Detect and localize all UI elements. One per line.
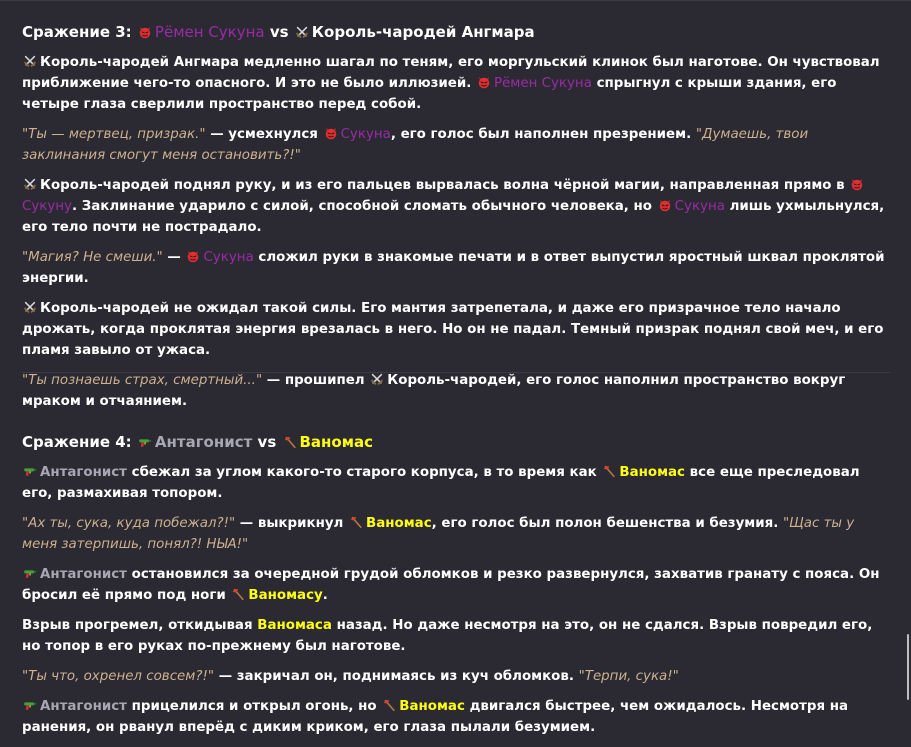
- green-gun-icon: [23, 566, 37, 580]
- quote: "Терпи, сука!": [578, 669, 679, 684]
- red-demon-face-icon: [658, 198, 672, 212]
- axe-icon: [382, 698, 396, 712]
- section-divider: [22, 372, 890, 373]
- paragraph: Король-чародей не ожидал такой силы. Его мантия затрепетала, и даже его призрачное тело начало дрожать, когда проклятая энергия врезалась в него. Но он не падал. Темный призрак поднял свой меч, и его пламя завыло от ужаса.: [22, 301, 884, 358]
- red-demon-face-icon: [138, 25, 152, 39]
- green-gun-icon: [138, 435, 152, 449]
- paragraph: "Ты познаешь страх, смертный..." — прошипел Король-чародей, его голос наполнил пространство вокруг мраком и отчаянием.: [22, 373, 846, 409]
- axe-icon: [283, 435, 297, 449]
- quote: "Ты — мертвец, призрак.": [22, 127, 206, 142]
- scrollbar[interactable]: [907, 634, 909, 700]
- axe-icon: [602, 464, 616, 478]
- crossed-swords-icon: [23, 177, 37, 191]
- axe-icon: [231, 587, 245, 601]
- paragraph: "Ты что, охренел совсем?!" — закричал он, поднимаясь из куч обломков. "Терпи, сука!": [22, 669, 679, 684]
- quote: "Ты познаешь страх, смертный...": [22, 373, 263, 388]
- red-demon-face-icon: [186, 249, 200, 263]
- quote: "Ты что, охренел совсем?!": [22, 669, 215, 684]
- paragraph: Антагонист сбежал за углом какого-то старого корпуса, в то время как Ваномас все еще преследовал его, размахивая топором.: [22, 465, 860, 501]
- paragraph: Антагонист прицелился и открыл огонь, но Ваномас двигался быстрее, чем ожидалось. Несмотря на ранения, он рванул вперёд с диким криком, его глаза пылали безумием.: [22, 699, 849, 735]
- message-body: [22, 18, 890, 747]
- green-gun-icon: [23, 464, 37, 478]
- king-name: Король-чародей Ангмара: [311, 23, 535, 41]
- paragraph: "Ты — мертвец, призрак." — усмехнулся Сукуна, его голос был наполнен презрением. "Думаешь, твои заклинания смогут меня остановить?!": [22, 127, 809, 163]
- paragraph: Антагонист остановился за очередной грудой обломков и резко развернулся, захватив гранату с пояса. Он бросил её прямо под ноги Ваномасу.: [22, 567, 880, 603]
- quote: "Магия? Не смеши.": [22, 250, 163, 265]
- red-demon-face-icon: [324, 126, 338, 140]
- green-gun-icon: [23, 698, 37, 712]
- quote: "Щас ты у меня затерпишь, понял?! НЫА!": [22, 516, 855, 552]
- top-separator: [0, 0, 911, 1]
- paragraph: "Ах ты, сука, куда побежал?!" — выкрикнул Ваномас, его голос был полон бешенства и безумия. "Щас ты у меня затерпишь, понял?! НЫА!": [22, 516, 855, 552]
- crossed-swords-icon: [370, 372, 384, 386]
- quote: "Думаешь, твои заклинания смогут меня остановить?!": [22, 127, 809, 163]
- vanomas-name: Ваномас: [299, 433, 373, 451]
- red-demon-face-icon: [477, 75, 491, 89]
- paragraph: Король-чародей Ангмара медленно шагал по теням, его моргульский клинок был наготове. Он чувствовал приближение чего-то опасного. И это не было иллюзией. Рёмен Сукуна спрыгнул с крыши здания, его четыре глаза сверлили пространство перед собой.: [22, 55, 880, 112]
- red-demon-face-icon: [850, 177, 864, 191]
- antagonist-name: Антагонист: [154, 433, 253, 451]
- paragraph: Взрыв прогремел, откидывая Ваномаса назад. Но даже несмотря на это, он не сдался. Взрыв повредил его, но топор в его руках по-прежнему был наготове.: [22, 618, 873, 654]
- quote: "Ах ты, сука, куда побежал?!": [22, 516, 236, 531]
- crossed-swords-icon: [23, 300, 37, 314]
- axe-icon: [349, 515, 363, 529]
- paragraph: Король-чародей поднял руку, и из его пальцев вырвалась волна чёрной магии, направленная прямо в Сукуну. Заклинание ударило с силой, способной сломать обычного человека, но Сукуна лишь ухмыльнулся, его тело почти не пострадало.: [22, 178, 885, 235]
- crossed-swords-icon: [23, 54, 37, 68]
- paragraph: "Магия? Не смеши." — Сукуна сложил руки в знакомые печати и в ответ выпустил яростный шквал проклятой энергии.: [22, 250, 885, 286]
- sukuna-name: Рёмен Сукуна: [154, 23, 265, 41]
- battle-3-heading: Сражение 3: Рёмен Сукуна vs Король-чародей Ангмара: [22, 23, 535, 41]
- crossed-swords-icon: [295, 25, 309, 39]
- battle-4-heading: Сражение 4: Антагонист vs Ваномас: [22, 433, 373, 451]
